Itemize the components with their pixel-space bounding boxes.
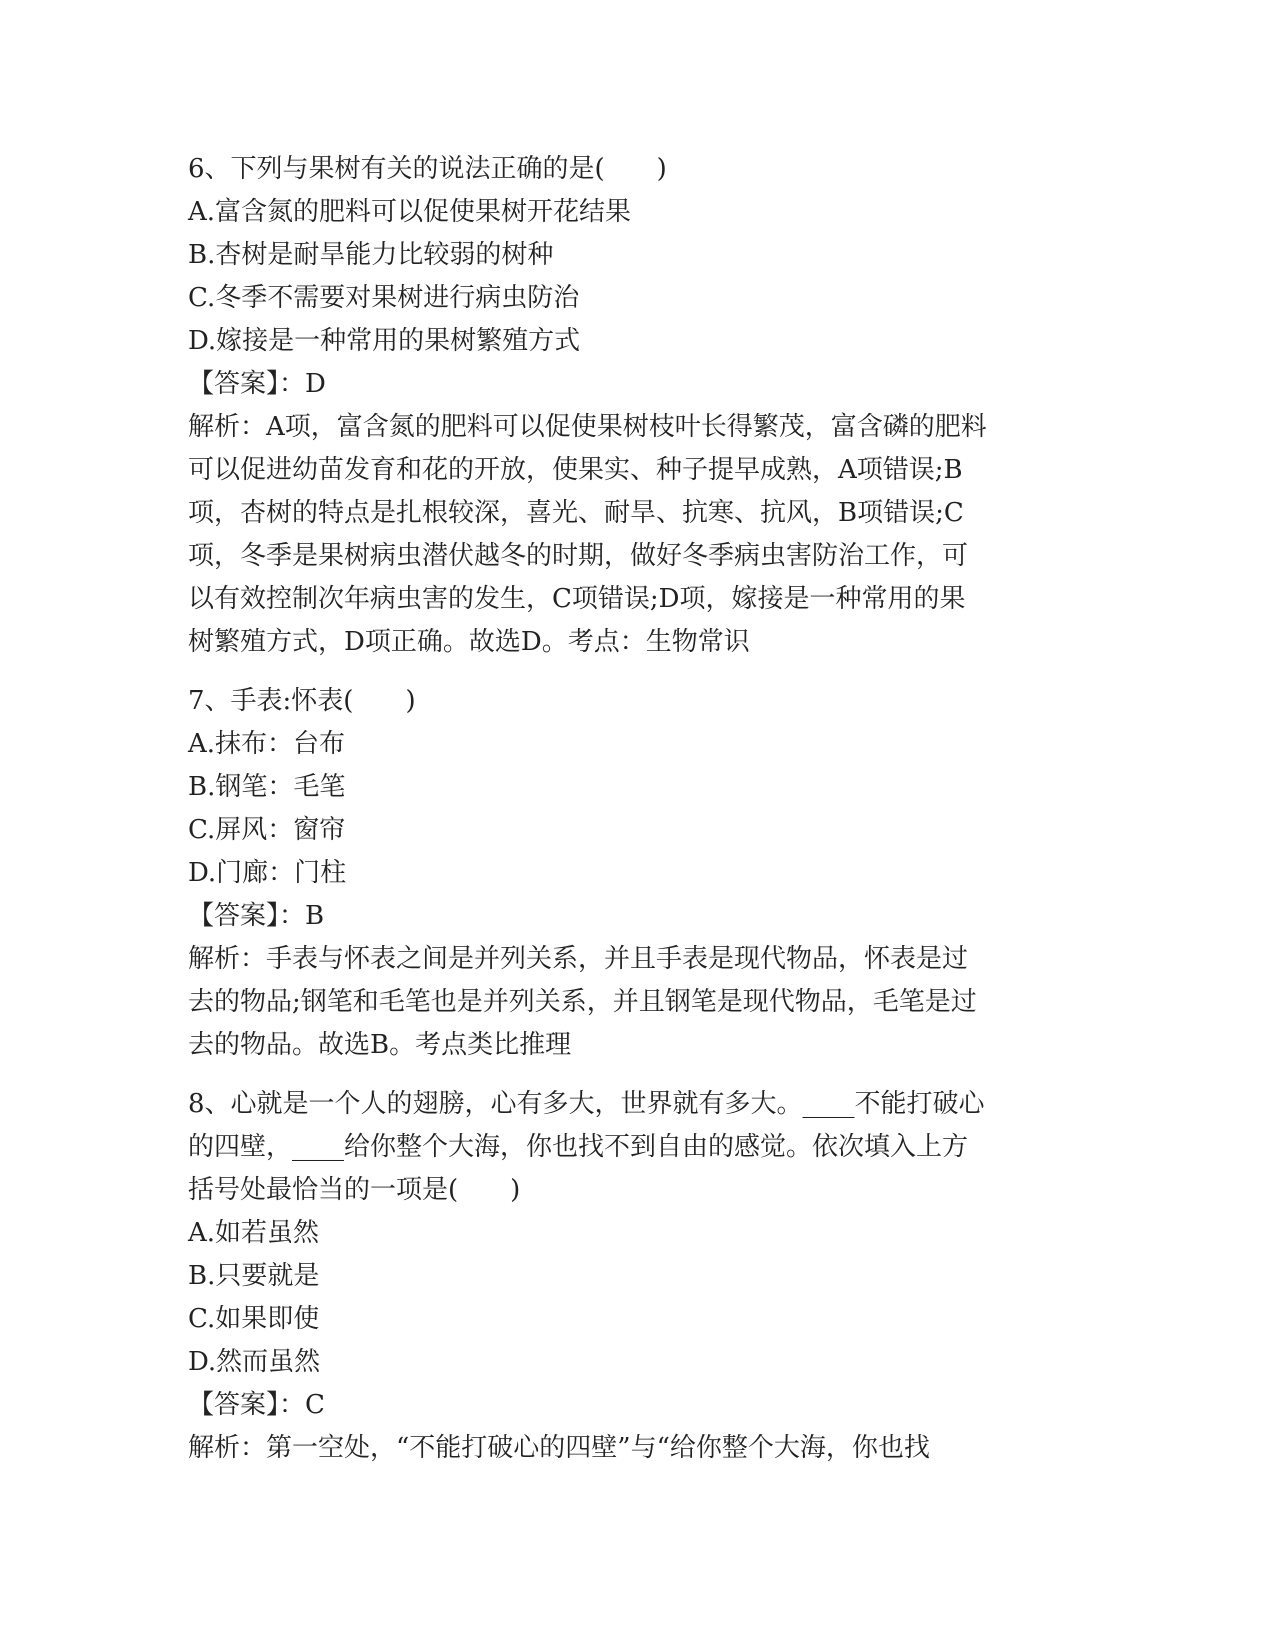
text-line: C.冬季不需要对果树进行病虫防治 — [188, 283, 580, 313]
text-line: B.只要就是 — [188, 1261, 320, 1291]
text-line: C.如果即使 — [188, 1304, 320, 1334]
text-line: B.钢笔：毛笔 — [188, 772, 346, 802]
text-line: D.然而虽然 — [188, 1347, 321, 1377]
text-line: 解析：第一空处，“不能打破心的四壁”与“给你整个大海，你也找 — [188, 1433, 930, 1463]
text-line: 项，杏树的特点是扎根较深，喜光、耐旱、抗寒、抗风，B项错误;C — [188, 498, 964, 528]
text-line: B.杏树是耐旱能力比较弱的树种 — [188, 240, 554, 270]
text-line: 括号处最恰当的一项是( ) — [188, 1175, 521, 1205]
text-line: 项，冬季是果树病虫潜伏越冬的时期，做好冬季病虫害防治工作，可 — [188, 541, 969, 571]
text-line: 以有效控制次年病虫害的发生，C项错误;D项，嫁接是一种常用的果 — [188, 584, 966, 614]
text-line: 去的物品;钢笔和毛笔也是并列关系，并且钢笔是现代物品，毛笔是过 — [188, 987, 977, 1017]
text-line: A.抹布：台布 — [188, 729, 346, 759]
text-line: 解析：A项，富含氮的肥料可以促使果树枝叶长得繁茂，富含磷的肥料 — [188, 412, 987, 442]
text-line: A.富含氮的肥料可以促使果树开花结果 — [188, 197, 632, 227]
text-line: 可以促进幼苗发育和花的开放，使果实、种子提早成熟，A项错误;B — [188, 455, 963, 485]
text-line: A.如若虽然 — [188, 1218, 320, 1248]
document-page — [188, 148, 1088, 1470]
text-line: 【答案】：B — [188, 901, 325, 931]
text-line: D.门廊：门柱 — [188, 858, 347, 888]
text-line: 7、手表:怀表( ) — [188, 686, 416, 716]
question-block — [188, 680, 1088, 1067]
text-line: C.屏风：窗帘 — [188, 815, 346, 845]
text-line: 【答案】：C — [188, 1390, 325, 1420]
text-line: D.嫁接是一种常用的果树繁殖方式 — [188, 326, 581, 356]
text-line: 6、下列与果树有关的说法正确的是( ) — [188, 154, 667, 184]
text-line: 【答案】：D — [188, 369, 326, 399]
text-line: 8、心就是一个人的翅膀，心有多大，世界就有多大。____不能打破心 — [188, 1089, 985, 1119]
text-line: 的四壁，____给你整个大海，你也找不到自由的感觉。依次填入上方 — [188, 1132, 969, 1162]
text-line: 去的物品。故选B。考点类比推理 — [188, 1030, 572, 1060]
question-block — [188, 1083, 1088, 1470]
question-block — [188, 148, 1088, 664]
text-line: 树繁殖方式，D项正确。故选D。考点：生物常识 — [188, 627, 750, 657]
text-line: 解析：手表与怀表之间是并列关系，并且手表是现代物品，怀表是过 — [188, 944, 969, 974]
